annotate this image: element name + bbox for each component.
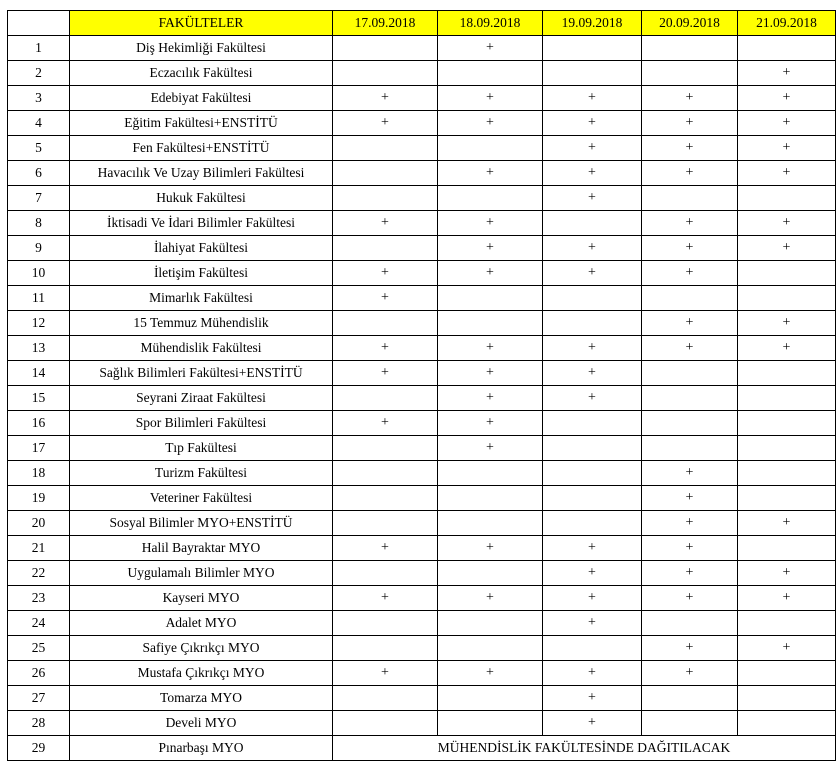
faculty-name: İlahiyat Fakültesi (70, 236, 333, 261)
table-row (8, 636, 836, 661)
table-row (8, 586, 836, 611)
day-cell (738, 386, 836, 411)
header-row (8, 11, 836, 36)
day-cell: + (543, 561, 642, 586)
row-number: 10 (8, 261, 70, 286)
table-row (8, 386, 836, 411)
day-cell: + (738, 211, 836, 236)
day-cell (438, 136, 543, 161)
row-number: 7 (8, 186, 70, 211)
day-cell: + (438, 111, 543, 136)
day-cell: + (642, 511, 738, 536)
day-cell (738, 486, 836, 511)
table-row (8, 186, 836, 211)
day-cell (738, 461, 836, 486)
day-cell: + (738, 161, 836, 186)
day-cell: + (543, 711, 642, 736)
day-cell (333, 436, 438, 461)
day-cell: + (642, 261, 738, 286)
day-cell (438, 511, 543, 536)
row-number: 12 (8, 311, 70, 336)
header-date: 20.09.2018 (642, 11, 738, 36)
day-cell (438, 286, 543, 311)
day-cell: + (642, 211, 738, 236)
day-cell: + (642, 636, 738, 661)
day-cell: + (642, 486, 738, 511)
faculty-name: Turizm Fakültesi (70, 461, 333, 486)
row-number: 4 (8, 111, 70, 136)
day-cell: + (738, 236, 836, 261)
day-cell: + (333, 261, 438, 286)
day-cell: + (543, 536, 642, 561)
row-number: 20 (8, 511, 70, 536)
row-number: 6 (8, 161, 70, 186)
day-cell: + (438, 586, 543, 611)
table-row (8, 361, 836, 386)
day-cell (543, 511, 642, 536)
faculty-name: İletişim Fakültesi (70, 261, 333, 286)
table-row (8, 336, 836, 361)
day-cell: + (543, 136, 642, 161)
day-cell: + (543, 86, 642, 111)
day-cell (738, 411, 836, 436)
header-date: 21.09.2018 (738, 11, 836, 36)
day-cell: + (543, 361, 642, 386)
table-row (8, 511, 836, 536)
header-date: 19.09.2018 (543, 11, 642, 36)
table-row (8, 736, 836, 761)
table-row (8, 436, 836, 461)
faculty-name: Edebiyat Fakültesi (70, 86, 333, 111)
table-row (8, 411, 836, 436)
table-row (8, 611, 836, 636)
day-cell: + (333, 361, 438, 386)
day-cell: + (738, 511, 836, 536)
row-number: 24 (8, 611, 70, 636)
faculty-name: Veteriner Fakültesi (70, 486, 333, 511)
day-cell: + (738, 111, 836, 136)
faculty-name: Havacılık Ve Uzay Bilimleri Fakültesi (70, 161, 333, 186)
table-row (8, 311, 836, 336)
day-cell: + (642, 561, 738, 586)
table-row (8, 236, 836, 261)
day-cell: + (543, 236, 642, 261)
day-cell (543, 61, 642, 86)
day-cell: + (438, 536, 543, 561)
day-cell: + (438, 261, 543, 286)
header-index-cell (8, 11, 70, 36)
table-row (8, 36, 836, 61)
day-cell: + (333, 536, 438, 561)
day-cell (543, 636, 642, 661)
day-cell (333, 186, 438, 211)
day-cell: + (642, 661, 738, 686)
day-cell: + (438, 86, 543, 111)
day-cell (642, 361, 738, 386)
day-cell (438, 636, 543, 661)
row-number: 18 (8, 461, 70, 486)
day-cell (543, 486, 642, 511)
faculty-name: Safiye Çıkrıkçı MYO (70, 636, 333, 661)
day-cell (333, 636, 438, 661)
day-cell: + (738, 336, 836, 361)
row-number: 22 (8, 561, 70, 586)
row-number: 5 (8, 136, 70, 161)
day-cell (738, 536, 836, 561)
day-cell (738, 286, 836, 311)
row-number: 2 (8, 61, 70, 86)
day-cell (333, 236, 438, 261)
day-cell: + (333, 336, 438, 361)
table-row (8, 686, 836, 711)
header-faculties: FAKÜLTELER (70, 11, 333, 36)
faculty-name: Kayseri MYO (70, 586, 333, 611)
faculty-name: Mühendislik Fakültesi (70, 336, 333, 361)
day-cell (333, 61, 438, 86)
day-cell (333, 486, 438, 511)
day-cell (738, 36, 836, 61)
table-row (8, 486, 836, 511)
day-cell: + (333, 211, 438, 236)
faculty-name: Develi MYO (70, 711, 333, 736)
faculty-name: Seyrani Ziraat Fakültesi (70, 386, 333, 411)
faculty-name: Fen Fakültesi+ENSTİTÜ (70, 136, 333, 161)
table-row (8, 86, 836, 111)
day-cell (333, 711, 438, 736)
faculty-name: Mimarlık Fakültesi (70, 286, 333, 311)
day-cell: + (543, 686, 642, 711)
day-cell: + (543, 261, 642, 286)
row-number: 15 (8, 386, 70, 411)
day-cell (738, 261, 836, 286)
row-number: 27 (8, 686, 70, 711)
table-row (8, 161, 836, 186)
row-number: 8 (8, 211, 70, 236)
table-row (8, 136, 836, 161)
table-row (8, 211, 836, 236)
day-cell: + (543, 111, 642, 136)
distribution-note: MÜHENDİSLİK FAKÜLTESİNDE DAĞITILACAK (333, 736, 836, 761)
day-cell (738, 711, 836, 736)
distribution-schedule-table (7, 10, 836, 761)
faculty-name: Mustafa Çıkrıkçı MYO (70, 661, 333, 686)
day-cell: + (543, 586, 642, 611)
day-cell: + (438, 236, 543, 261)
day-cell (642, 36, 738, 61)
row-number: 28 (8, 711, 70, 736)
row-number: 25 (8, 636, 70, 661)
row-number: 21 (8, 536, 70, 561)
day-cell (333, 386, 438, 411)
faculty-name: Sosyal Bilimler MYO+ENSTİTÜ (70, 511, 333, 536)
day-cell: + (333, 111, 438, 136)
header-date: 17.09.2018 (333, 11, 438, 36)
day-cell (438, 611, 543, 636)
table-row (8, 261, 836, 286)
day-cell (333, 561, 438, 586)
row-number: 13 (8, 336, 70, 361)
day-cell: + (438, 361, 543, 386)
day-cell: + (438, 411, 543, 436)
day-cell: + (333, 86, 438, 111)
day-cell: + (642, 586, 738, 611)
day-cell (333, 311, 438, 336)
faculty-name: Uygulamalı Bilimler MYO (70, 561, 333, 586)
day-cell (543, 36, 642, 61)
row-number: 1 (8, 36, 70, 61)
day-cell: + (543, 186, 642, 211)
day-cell: + (642, 336, 738, 361)
day-cell (543, 436, 642, 461)
day-cell (333, 161, 438, 186)
faculty-name: Eğitim Fakültesi+ENSTİTÜ (70, 111, 333, 136)
row-number: 14 (8, 361, 70, 386)
day-cell (333, 686, 438, 711)
day-cell: + (738, 586, 836, 611)
day-cell: + (642, 136, 738, 161)
day-cell: + (738, 311, 836, 336)
day-cell (642, 61, 738, 86)
day-cell (333, 36, 438, 61)
day-cell (642, 711, 738, 736)
table-row (8, 61, 836, 86)
day-cell: + (543, 386, 642, 411)
faculty-name: Sağlık Bilimleri Fakültesi+ENSTİTÜ (70, 361, 333, 386)
table-row (8, 711, 836, 736)
day-cell: + (642, 86, 738, 111)
faculty-name: Adalet MYO (70, 611, 333, 636)
day-cell (438, 561, 543, 586)
day-cell: + (738, 636, 836, 661)
faculty-name: Tıp Fakültesi (70, 436, 333, 461)
day-cell: + (738, 86, 836, 111)
table-row (8, 536, 836, 561)
day-cell (738, 436, 836, 461)
row-number: 9 (8, 236, 70, 261)
faculty-name: Hukuk Fakültesi (70, 186, 333, 211)
day-cell: + (333, 286, 438, 311)
day-cell (738, 661, 836, 686)
day-cell (738, 186, 836, 211)
table-body (8, 36, 836, 761)
day-cell (642, 436, 738, 461)
day-cell: + (543, 661, 642, 686)
faculty-name: Tomarza MYO (70, 686, 333, 711)
day-cell (543, 286, 642, 311)
faculty-name: Diş Hekimliği Fakültesi (70, 36, 333, 61)
day-cell (438, 61, 543, 86)
header-date: 18.09.2018 (438, 11, 543, 36)
day-cell (333, 136, 438, 161)
day-cell: + (438, 161, 543, 186)
day-cell (642, 186, 738, 211)
day-cell: + (642, 236, 738, 261)
row-number: 16 (8, 411, 70, 436)
row-number: 11 (8, 286, 70, 311)
day-cell: + (738, 561, 836, 586)
faculty-name: Halil Bayraktar MYO (70, 536, 333, 561)
day-cell (438, 311, 543, 336)
day-cell (438, 186, 543, 211)
day-cell (642, 386, 738, 411)
day-cell (438, 711, 543, 736)
day-cell (642, 411, 738, 436)
day-cell: + (438, 386, 543, 411)
day-cell: + (543, 161, 642, 186)
day-cell: + (438, 661, 543, 686)
faculty-name: Eczacılık Fakültesi (70, 61, 333, 86)
day-cell: + (642, 461, 738, 486)
day-cell (642, 286, 738, 311)
table-row (8, 661, 836, 686)
row-number: 26 (8, 661, 70, 686)
faculty-name: Pınarbaşı MYO (70, 736, 333, 761)
day-cell (438, 686, 543, 711)
day-cell (438, 486, 543, 511)
day-cell: + (438, 336, 543, 361)
day-cell: + (543, 611, 642, 636)
faculty-name: İktisadi Ve İdari Bilimler Fakültesi (70, 211, 333, 236)
table-row (8, 111, 836, 136)
day-cell: + (642, 161, 738, 186)
day-cell: + (738, 61, 836, 86)
day-cell: + (438, 211, 543, 236)
day-cell: + (333, 411, 438, 436)
faculty-name: 15 Temmuz Mühendislik (70, 311, 333, 336)
day-cell (333, 511, 438, 536)
row-number: 23 (8, 586, 70, 611)
row-number: 3 (8, 86, 70, 111)
day-cell: + (543, 336, 642, 361)
day-cell: + (333, 586, 438, 611)
day-cell (738, 611, 836, 636)
day-cell: + (438, 36, 543, 61)
table-row (8, 286, 836, 311)
day-cell: + (642, 311, 738, 336)
day-cell (642, 686, 738, 711)
table-row (8, 461, 836, 486)
day-cell (438, 461, 543, 486)
day-cell (738, 361, 836, 386)
day-cell (738, 686, 836, 711)
day-cell: + (438, 436, 543, 461)
faculty-name: Spor Bilimleri Fakültesi (70, 411, 333, 436)
day-cell (543, 311, 642, 336)
row-number: 29 (8, 736, 70, 761)
table-row (8, 561, 836, 586)
day-cell (333, 461, 438, 486)
day-cell (543, 411, 642, 436)
day-cell (642, 611, 738, 636)
day-cell (543, 211, 642, 236)
day-cell: + (333, 661, 438, 686)
day-cell: + (642, 111, 738, 136)
row-number: 19 (8, 486, 70, 511)
day-cell: + (642, 536, 738, 561)
day-cell (333, 611, 438, 636)
day-cell (543, 461, 642, 486)
day-cell: + (738, 136, 836, 161)
row-number: 17 (8, 436, 70, 461)
